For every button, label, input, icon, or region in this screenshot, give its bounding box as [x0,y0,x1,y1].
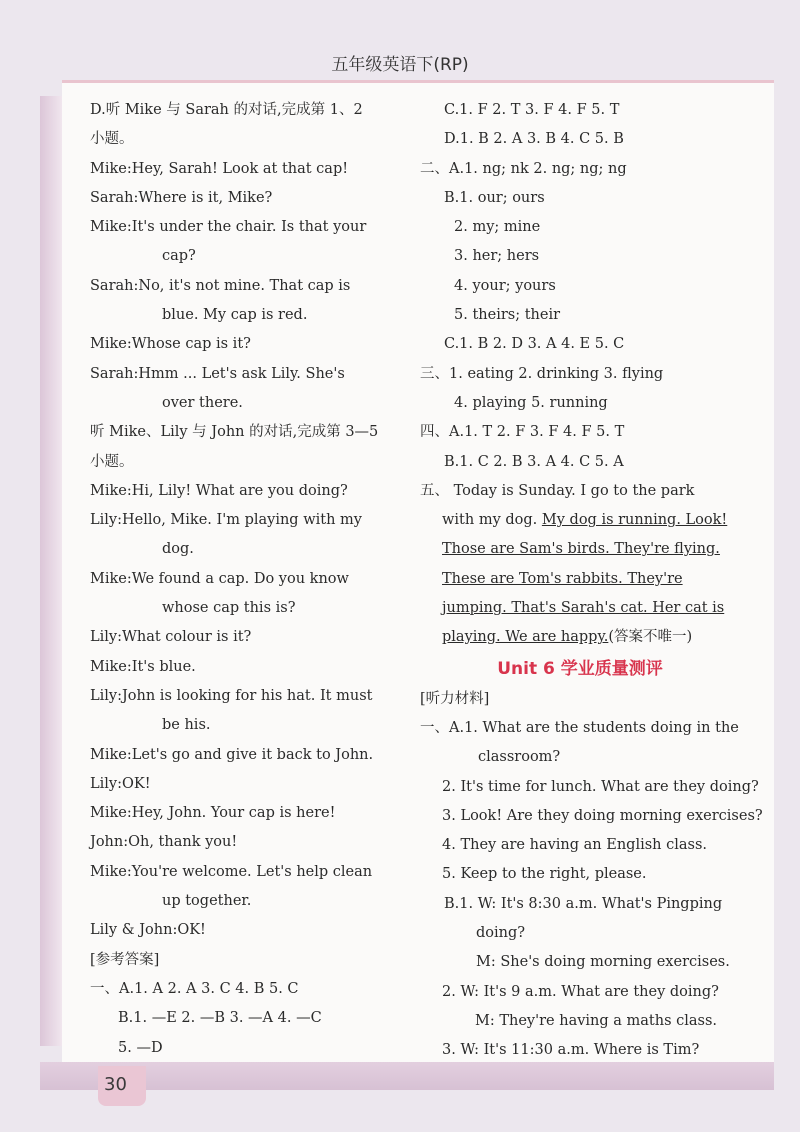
listening-line: 2. W: It's 9 a.m. What are they doing? [442,983,719,1000]
dialogue-line: cap? [162,248,196,265]
listening-line: 5. Keep to the right, please. [442,866,647,883]
dialogue-line: Sarah:Hmm ... Let's ask Lily. She's [90,365,345,382]
answer-line: 二、A.1. ng; nk 2. ng; ng; ng [420,160,627,177]
header-rule [62,80,774,83]
dialogue-line: Mike:Hey, Sarah! Look at that cap! [90,160,349,177]
listening-line: 3. W: It's 11:30 a.m. Where is Tim? [442,1042,700,1059]
essay-underlined-text: These are Tom's rabbits. They're [442,570,683,587]
listening-line: M: She's doing morning exercises. [476,954,730,971]
essay-underlined-text: Those are Sam's birds. They're flying. [442,541,720,558]
right-column [420,96,763,1066]
essay-line [420,565,760,594]
dialogue-line: Lily:Hello, Mike. I'm playing with my [90,512,362,529]
page-edge-left [40,96,62,1046]
answer-line: 2. my; mine [454,219,541,236]
text-line: 听 Mike、Lily 与 John 的对话,完成第 3—5 [90,424,379,441]
essay-underlined-text: playing. We are happy. [442,629,609,646]
answer-line: C.1. B 2. D 3. A 4. E 5. C [444,336,625,353]
dialogue-line: over there. [162,394,243,411]
essay-text: with my dog. [442,512,538,529]
essay-line [420,594,760,623]
answer-line: B.1. C 2. B 3. A 4. C 5. A [444,453,624,470]
text-line: 小题。 [90,131,134,148]
page-number: 30 [104,1074,127,1095]
answer-line: 4. your; yours [454,277,556,294]
essay-note: (答案不唯一) [608,629,693,646]
answer-line: B.1. our; ours [444,189,545,206]
listening-line: 2. It's time for lunch. What are they doing? [442,778,759,795]
dialogue-line: Sarah:No, it's not mine. That cap is [90,277,351,294]
dialogue-line: Mike:Hey, John. Your cap is here! [90,805,336,822]
answer-line: 三、1. eating 2. drinking 3. flying [420,365,664,382]
essay-line [420,506,760,535]
dialogue-line: blue. My cap is red. [162,307,308,324]
answer-line: 5. —D [118,1039,163,1056]
dialogue-line: whose cap this is? [162,600,296,617]
text-line: 小题。 [90,453,134,470]
listening-line: 3. Look! Are they doing morning exercises? [442,807,763,824]
listening-line: 4. They are having an English class. [442,837,708,854]
dialogue-line: Mike:You're welcome. Let's help clean [90,863,373,880]
answer-line: C.1. F 2. T 3. F 4. F 5. T [444,102,620,118]
dialogue-line: Mike:Hi, Lily! What are you doing? [90,482,348,499]
listening-line: doing? [476,925,526,942]
dialogue-line: Mike:Let's go and give it back to John. [90,746,374,763]
dialogue-line: Mike:It's under the chair. Is that your [90,219,367,236]
dialogue-line: Mike:Whose cap is it? [90,336,251,353]
listening-line: 一、A.1. What are the students doing in the [420,719,739,736]
listening-material-heading: [听力材料] [420,690,490,707]
text-line: D.听 Mike 与 Sarah 的对话,完成第 1、2 [90,102,363,118]
essay-line: 五、 Today is Sunday. I go to the park [420,482,695,499]
dialogue-line: Lily:What colour is it? [90,629,252,646]
unit-title: Unit 6 学业质量测评 [497,658,663,679]
dialogue-line: up together. [162,893,252,910]
answer-key-heading: [参考答案] [90,951,160,968]
answer-line: 四、A.1. T 2. F 3. F 4. F 5. T [420,424,625,441]
dialogue-line: John:Oh, thank you! [90,834,238,851]
listening-line: M: They're having a maths class. [475,1012,718,1029]
answer-line: 5. theirs; their [454,307,561,324]
dialogue-line: Mike:It's blue. [90,658,196,675]
page-header: 五年级英语下(RP) [331,55,469,75]
essay-line [420,535,760,564]
answer-line: 4. playing 5. running [454,394,608,411]
dialogue-line: Sarah:Where is it, Mike? [90,189,273,206]
listening-line: classroom? [478,749,561,766]
page-edge-bottom [40,1062,774,1090]
answer-line: 一、A.1. A 2. A 3. C 4. B 5. C [90,980,299,997]
answer-line: 3. her; hers [454,248,540,265]
left-column [90,96,402,1063]
listening-line: B.1. W: It's 8:30 a.m. What's Pingping [444,895,723,912]
dialogue-line: Mike:We found a cap. Do you know [90,570,349,587]
dialogue-line: Lily & John:OK! [90,922,206,939]
essay-line [420,623,760,652]
essay-underlined-text: jumping. That's Sarah's cat. Her cat is [442,600,725,617]
essay-underlined-text: My dog is running. Look! [541,512,728,529]
dialogue-line: dog. [162,541,194,558]
dialogue-line: Lily:OK! [90,775,151,792]
dialogue-line: Lily:John is looking for his hat. It must [90,687,373,704]
answer-line: B.1. —E 2. —B 3. —A 4. —C [118,1010,322,1027]
dialogue-line: be his. [162,717,211,734]
answer-line: D.1. B 2. A 3. B 4. C 5. B [444,131,624,148]
